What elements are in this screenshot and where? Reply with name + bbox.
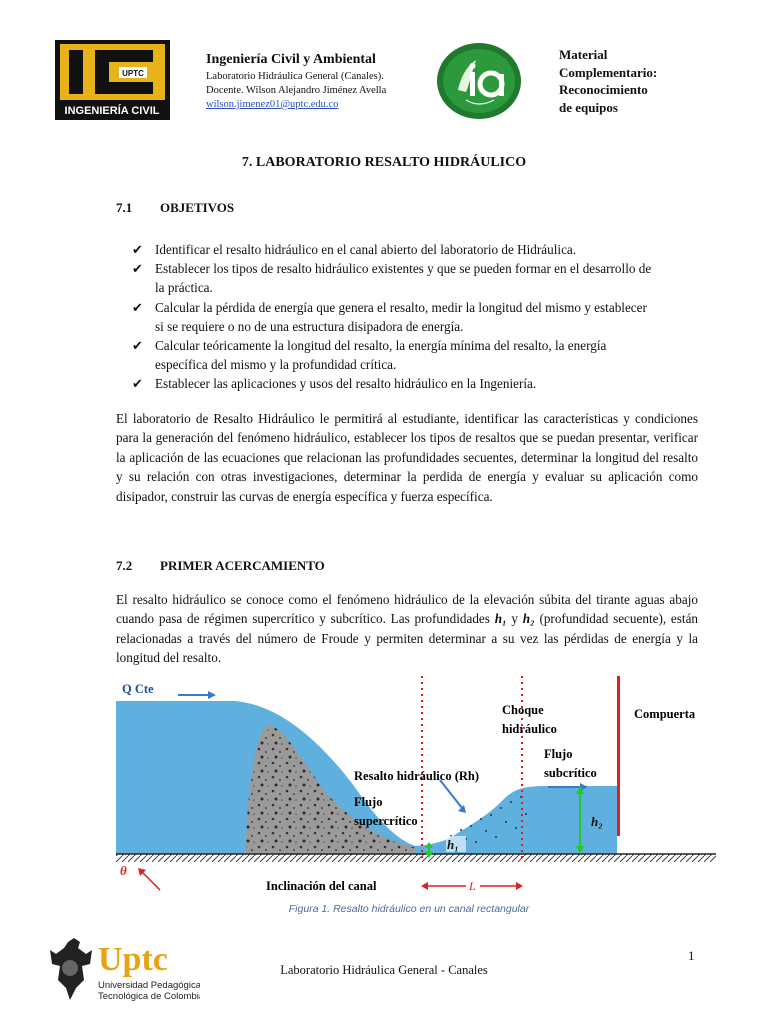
resalto-label: Resalto hidráulico (Rh) — [354, 769, 479, 783]
header-line-2: Docente. Wilson Alejandro Jiménez Avella — [206, 85, 387, 96]
h1-label: h₁ — [447, 837, 459, 852]
h2-symbol: h₂ — [522, 611, 535, 627]
para-text: El resalto hidráulico se conoce como el fenómeno hidráulico de la elevación súbita del tirante aguas abajo cuando pasa de régimen supercrítico y subcrítico. Las profundidades — [116, 592, 698, 627]
list-item — [132, 298, 652, 336]
inclinacion-label: Inclinación del canal — [266, 879, 377, 893]
section-title: PRIMER ACERCAMIENTO — [160, 558, 325, 573]
logo-badge-text: UPTC — [122, 69, 144, 78]
flujo-super-label-2: supercrítico — [354, 814, 418, 828]
page-number: 1 — [688, 948, 695, 963]
section-heading-primer-acercamiento — [116, 558, 325, 574]
page-footer: Laboratorio Hidráulica General - Canales — [280, 963, 488, 977]
h2-label: h₂ — [591, 814, 603, 829]
objective-text: Calcular la pérdida de energía que genera el resalto, medir la longitud del mismo y establecer si se requiere o no de una estructura disipadora de energía. — [155, 299, 647, 334]
uptc-name-2: Tecnológica de Colombia — [98, 991, 200, 1002]
header-right-note — [559, 46, 729, 116]
theta-label: θ — [120, 863, 127, 878]
list-item — [132, 259, 652, 297]
check-icon: ✔ — [132, 338, 144, 354]
choque-label-1: Choque — [502, 703, 544, 717]
figure-caption: Figura 1. Resalto hidráulico en un canal rectangular — [288, 903, 530, 915]
header-right-line: Reconocimiento — [559, 82, 648, 97]
header-right-line: Complementario: — [559, 64, 658, 80]
check-icon: ✔ — [132, 376, 144, 392]
compuerta-label: Compuerta — [634, 707, 696, 721]
uptc-wordmark: Uptc — [98, 941, 168, 978]
objective-text: Establecer las aplicaciones y usos del resalto hidráulico en la Ingeniería. — [155, 376, 537, 392]
check-icon: ✔ — [132, 242, 144, 257]
para-text: (profundidad secuente), están relacionadas a través del número de Froude y permiten determinar a su vez las pérdidas de energía y la longitud del resalto. — [116, 611, 699, 666]
document-title: 7. LABORATORIO RESALTO HIDRÁULICO — [241, 155, 527, 170]
para-text: y — [506, 611, 523, 627]
flujo-sub-label-2: subcrítico — [544, 766, 597, 780]
check-icon: ✔ — [132, 261, 144, 277]
q-cte-label: Q Cte — [122, 682, 154, 696]
definition-paragraph — [116, 590, 698, 668]
header-right-line: de equipos — [559, 99, 618, 115]
gate-line — [617, 676, 620, 836]
ingenieria-civil-logo — [55, 40, 170, 120]
ingenieria-ambiental-logo — [436, 42, 522, 120]
hydraulic-jump-figure — [116, 676, 716, 896]
objective-text: Identificar el resalto hidráulico en el canal abierto del laboratorio de Hidráulica. — [155, 242, 577, 257]
section-number: 7.2 — [116, 558, 133, 573]
section-title: OBJETIVOS — [160, 200, 235, 215]
length-label: L — [469, 879, 476, 893]
choque-label-2: hidráulico — [502, 722, 557, 736]
section-heading-objetivos — [116, 200, 234, 216]
list-item — [132, 240, 652, 259]
flujo-super-label-1: Flujo — [354, 795, 383, 809]
header-line-1: Laboratorio Hidráulica General (Canales). — [206, 71, 384, 82]
h1-symbol: h₁ — [494, 611, 507, 627]
flujo-sub-label-1: Flujo — [544, 747, 573, 761]
section-number: 7.1 — [116, 200, 133, 215]
channel-bed — [116, 854, 716, 862]
header-right-line: Material — [559, 47, 608, 62]
uptc-name-1: Universidad Pedagógica y — [98, 980, 200, 991]
objectives-list — [132, 240, 652, 394]
header-info — [206, 51, 436, 112]
header-email-link[interactable]: wilson.jimenez01@uptc.edu.co — [206, 99, 339, 110]
list-item — [132, 336, 652, 374]
list-item — [132, 374, 652, 393]
logo-caption: INGENIERÍA CIVIL — [64, 105, 160, 117]
header-title: Ingeniería Civil y Ambiental — [206, 52, 376, 67]
check-icon: ✔ — [132, 299, 144, 315]
objective-text: Calcular teóricamente la longitud del resalto, la energía mínima del resalto, la energía específica del mismo y la profundidad crítica. — [155, 338, 607, 373]
objective-text: Establecer los tipos de resalto hidráulico existentes y que se pueden formar en el desarrollo de la práctica. — [155, 261, 652, 296]
intro-paragraph: El laboratorio de Resalto Hidráulico le permitirá al estudiante, identificar las características y condiciones para la generación del fenómeno hidráulico, establecer los tipos de resaltos que se puedan presentar, verificar la aplicación de las ecuaciones que relacionan las profundidades secuentes, determinar la longitud del resalto y su relación con otras investigaciones, determinar la perdida de energía y evaluar su aplicación como disipador, construir las curvas de energía específica y fuerza específica. — [116, 411, 698, 504]
